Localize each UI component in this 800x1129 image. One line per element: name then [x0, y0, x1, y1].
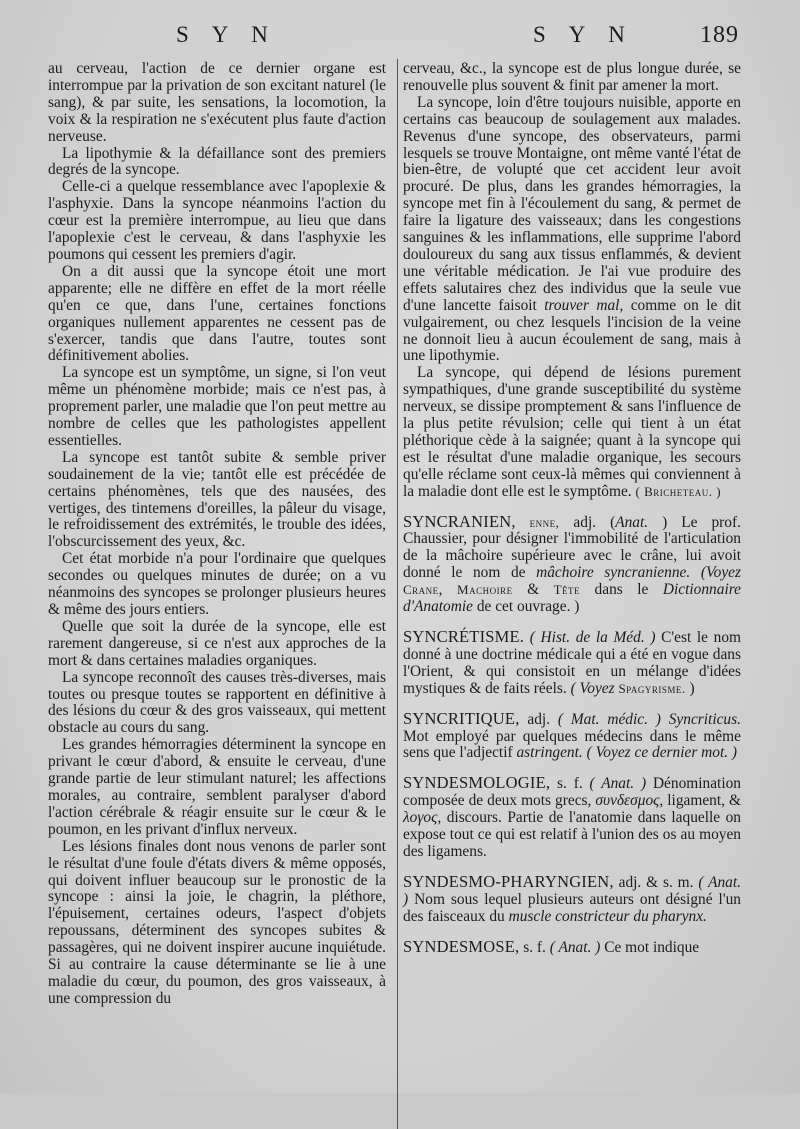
entry-headword: SYNCRITIQUE, [403, 708, 520, 728]
entry-text: Ce mot indique [604, 938, 700, 956]
paragraph: La lipothymie & la défaillance sont des premiers degrés de la syncope. [48, 144, 386, 179]
paragraph-text: La syncope, qui dépend de lésions purement sympathiques, d'une grande susceptibilité du système nerveux, se dissipe promptement & sans l'influence de la plus petite révulsion; celle qui tient à un état pléthorique cède à la saignée; quant à la syncope qui est le résultat d'une maladie organique, les secours qu'elle réclame sont ceux-là mêmes qui conviennent à la maladie dont elle est le symptôme. [403, 364, 741, 500]
entry-headword: SYNCRANIEN, [403, 511, 516, 531]
paragraph [403, 365, 741, 500]
paragraph-text: comme on le dit vulgairement, ou chez lesquels l'incision de la veine ne donnoit lieu à aucun écoulement de sang, mais à une lipothymie. [403, 296, 741, 365]
paragraph: La syncope est tantôt subite & semble priver soudainement de la vie; tantôt elle est précédée de certains phénomènes, tels que des nausées, des vertiges, des tintemens d'oreilles, la pâleur du visage, le refroidissement des extrémités, le trouble des idées, l'obscurcissement des yeux, &c. [48, 448, 386, 551]
entry-greek: συνδεσμος, [595, 792, 664, 810]
left-running-head: S Y N [176, 22, 277, 47]
entry-ref-term: Machoire [457, 582, 513, 598]
page-number: 189 [700, 22, 739, 48]
entry-headword: SYNDESMOLOGIE, [403, 773, 551, 793]
entry-term: Syncriticus. [668, 710, 741, 728]
entry-syncranien: SYNCRANIEN, enne, adj. (Anat. ) Le prof. Chaussier, pour désigner l'immobilité de l'articulation de la mâchoire supérieure avec le crâne, lui avoit donné le nom de mâchoire syncranienne. (Voyez Crane, Machoire & Tête dans le Dictionnaire d'Anatomie de cet ouvrage. ) [403, 511, 741, 616]
entry-term: muscle constricteur du pharynx. [508, 907, 707, 925]
entry-greek: λογος, [403, 809, 442, 827]
entry-term: mâchoire syncranienne. [536, 564, 691, 582]
entry-ref: ( Voyez [570, 679, 615, 697]
paragraph: Les grandes hémorragies déterminent la syncope en privant le cœur d'abord, & ensuite le cerveau, d'une grande partie de leur stimulant naturel; les affections morales, au contraire, semblent paralyser d'abord l'action cérébrale & réagir ensuite sur le cœur & le poumon, en les privant d'influx nerveux. [48, 736, 386, 838]
entry-ref-term: Spagyrisme. [618, 680, 686, 696]
paragraph: Quelle que soit la durée de la syncope, elle est rarement dangereuse, si ce n'est aux approches de la mort & dans certaines maladies organiques. [48, 617, 386, 669]
author-signature: ( Bricheteau. ) [635, 483, 722, 499]
entry-field: ( Mat. médic. ) [557, 710, 661, 728]
entry-headword: SYNDESMO-PHARYNGIEN, [403, 871, 614, 891]
entry-headword: SYNCRÉTISME. [403, 627, 525, 646]
entry-text: Mot employé par quelques médecins dans le même sens que l'adjectif [403, 727, 741, 762]
entry-syncretisme [403, 629, 741, 698]
column-rule [397, 59, 398, 1129]
right-running-head: S Y N [533, 22, 634, 47]
entry-syndesmo-pharyngien [403, 871, 741, 926]
entry-text: ligament, & [667, 792, 741, 810]
paragraph: La syncope reconnoît des causes très-diverses, mais toutes ou presque toutes se rapportent en définitive à des lésions du cœur & des gros vaisseaux, qui mettent obstacle au cours du sang. [48, 668, 386, 737]
entry-syncritique [403, 708, 741, 763]
entry-text: discours. Partie de l'anatomie dans laquelle on expose tout ce qui est relatif à l'union des os au moyen des ligamens. [403, 809, 741, 860]
entry-text: Nom sous lequel plusieurs auteurs ont désigné l'un des faisceaux du [403, 890, 741, 925]
entry-syndesmose [403, 936, 741, 957]
paragraph: au cerveau, l'action de ce dernier organe est interrompue par la privation de son excitant naturel (le sang), & par suite, les sensations, la locomotion, la voix & la respiration ne s'exécutent plus faute d'action nerveuse. [48, 60, 386, 145]
entry-term: astringent. [516, 744, 583, 762]
entry-pos: adj. ( [573, 513, 616, 531]
running-head [0, 22, 800, 52]
entry-ref-term: Tête [553, 582, 581, 598]
left-column [48, 61, 386, 1008]
entry-ref-dict: Dictionnaire d'Anatomie [403, 581, 741, 616]
entry-text: dans le [594, 581, 649, 599]
entry-field: ( Hist. de la Méd. ) [529, 629, 656, 646]
paragraph: Celle-ci a quelque ressemblance avec l'apoplexie & l'asphyxie. Dans la syncope néanmoins l'action du cœur est la première interrompue, au lieu que dans l'apoplexie c'est le cerveau, & dans l'asphyxie les poumons qui cessent les premiers d'agir. [48, 178, 386, 263]
right-column [403, 61, 741, 957]
entry-field: Anat. [615, 513, 649, 531]
entry-field: ( Anat. ) [549, 938, 601, 956]
entry-ref-term: Crane [403, 582, 439, 598]
paragraph [403, 95, 741, 366]
entry-headword: SYNDESMOSE, [403, 936, 520, 956]
entry-grammar: enne, [529, 514, 560, 530]
entry-ref: ( Voyez ce dernier mot. ) [586, 744, 738, 762]
paragraph: Les lésions finales dont nous venons de parler sont le résultat d'une foule d'états divers & même opposés, qui doivent influer beaucoup sur le pronostic de la syncope : ainsi la joie, le chagrin, la pléthore, l'épuisement, certaines odeurs, l'aspect d'objets repoussans, déterminent des syncopes subites & passagères, qui ne doivent inspirer aucune inquiétude. Si au contraire la cause déterminante se lie à une maladie du cœur, du poumon, des gros vaisseaux, à une compression du [48, 837, 386, 1007]
entry-field: ( Anat. ) [589, 775, 647, 793]
paragraph: cerveau, &c., la syncope est de plus longue durée, se renouvelle plus souvent & finit par amener la mort. [403, 60, 741, 94]
entry-text: ) Le prof. Chaussier, pour désigner l'immobilité de l'articulation de la mâchoire supérieure avec le crâne, lui avoit donné le nom de [403, 513, 741, 582]
paragraph: Cet état morbide n'a pour l'ordinaire que quelques secondes ou quelques minutes de durée; on a vu néanmoins des syncopes se prolonger plusieurs heures & même des jours entiers. [48, 550, 386, 618]
paragraph-text: La syncope, loin d'être toujours nuisible, apporte en certains cas beaucoup de soulagement aux malades. Revenus d'une syncope, des observateurs, parmi lesquels se trouve Montaigne, ont même vanté l'état de bien-être, de volupté que cet accident leur avoit procuré. De plus, dans les grandes hémorragies, la syncope met fin à l'écoulement du sang, & permet de faire la ligature des vaisseaux; dans les congestions sanguines & les inflammations, elle supprime l'abord douloureux du sang aux tissus enflammés, & devient une véritable médication. Je l'ai vue produire des effets salutaires chez des individus que la seule vue d'une lancette faisoit [403, 93, 741, 314]
italic-phrase: trouver mal, [544, 296, 624, 314]
paragraph: La syncope est un symptôme, un signe, si l'on veut même un phénomène morbide; mais ce n'est pas, à proprement parler, une maladie que l'on peut mettre au nombre de celles que les pathologistes appellent essentielles. [48, 364, 386, 449]
entry-grammar: s. f. [523, 938, 546, 956]
entry-field: ( Anat. ) [403, 873, 741, 908]
entry-ref: (Voyez [700, 564, 741, 582]
entry-grammar: adj. & s. m. [618, 873, 694, 891]
entry-grammar: s. f. [557, 775, 583, 793]
entry-text: ) [689, 679, 695, 697]
entry-syndesmologie [403, 775, 741, 861]
entry-pos: adj. [527, 710, 551, 728]
entry-text: de cet ouvrage. ) [476, 598, 580, 616]
entry-text: C'est le nom donné à une doctrine médicale qui a été en vogue dans l'Orient, & qui consistoit en un mélange d'idées mystiques & de faits réels. [403, 629, 741, 697]
paragraph: On a dit aussi que la syncope étoit une mort apparente; elle ne diffère en effet de la mort réelle qu'en ce que, dans l'une, certaines fonctions organiques nullement apparentes ne cessent pas de s'exercer, tandis que dans l'autre, toutes sont définitivement abolies. [48, 262, 386, 365]
entry-text: Dénomination composée de deux mots grecs, [403, 775, 741, 810]
